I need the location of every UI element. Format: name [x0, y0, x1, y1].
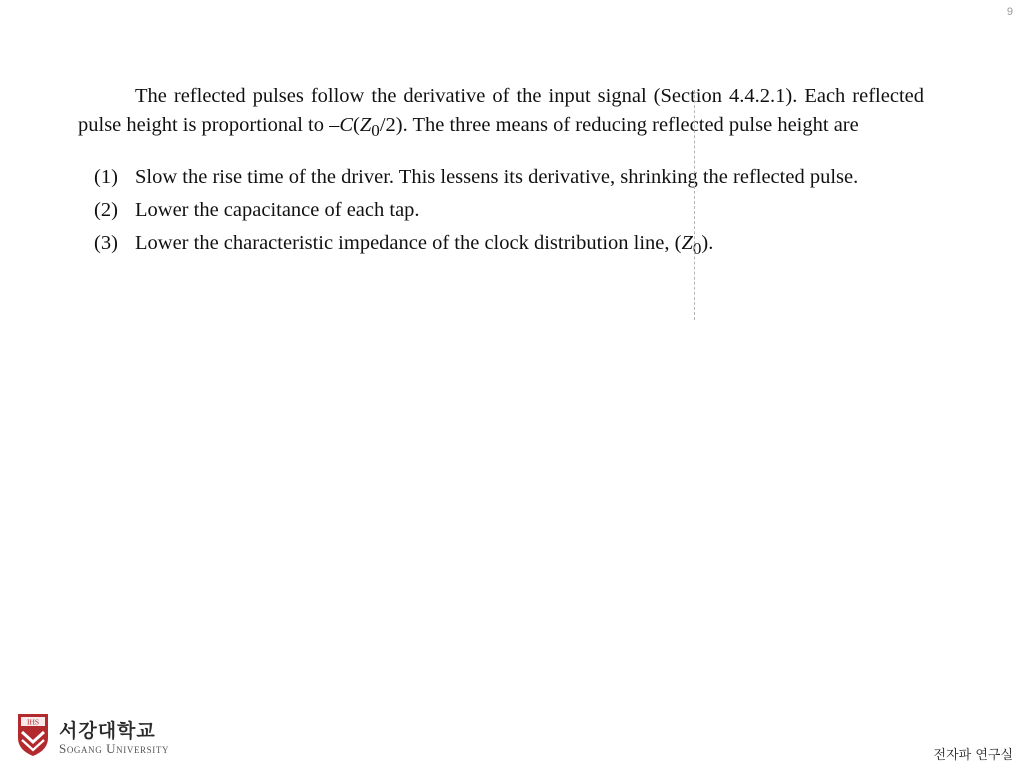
list-item-number: (3)	[94, 232, 118, 255]
subscript-zero: 0	[692, 239, 702, 259]
list-item-text: Lower the characteristic impedance of the clock distribution line, (	[135, 232, 682, 255]
list-item-number: (1)	[94, 166, 118, 189]
variable-z: Z	[359, 114, 372, 136]
logo-english-name: Sogang University	[59, 741, 170, 756]
paragraph-part: (	[353, 114, 360, 136]
page-number: 9	[1006, 6, 1013, 18]
paragraph-part: /2). The three means of reducing reflected pulse height are	[379, 114, 859, 136]
list-item-number: (2)	[94, 199, 118, 222]
logo-korean-name: 서강대학교	[59, 720, 156, 742]
list-item	[78, 229, 924, 263]
intro-paragraph	[78, 82, 924, 145]
variable-z: Z	[681, 232, 693, 255]
variable-c: C	[339, 114, 354, 136]
lab-name: 전자파 연구실	[933, 748, 1013, 763]
scanned-text-block	[78, 82, 924, 267]
list-item-text: Slow the rise time of the driver. This lessens its derivative, shrinking the reflected pulse.	[135, 166, 859, 189]
university-logo	[16, 712, 216, 762]
list-item	[78, 163, 924, 192]
shield-emblem-icon	[16, 712, 50, 758]
scan-artifact-line	[694, 90, 696, 320]
reduction-methods-list	[78, 163, 924, 263]
list-item	[78, 196, 924, 225]
subscript-zero: 0	[371, 121, 380, 141]
emblem-text: IHS	[26, 717, 40, 727]
paragraph-part: The reflected pulses follow the derivative of the input signal (Section 4.4.2.1). Each reflected pulse height is proportional to –	[78, 85, 924, 136]
list-item-text: Lower the capacitance of each tap.	[135, 199, 420, 222]
list-item-text-end: ).	[701, 232, 714, 255]
